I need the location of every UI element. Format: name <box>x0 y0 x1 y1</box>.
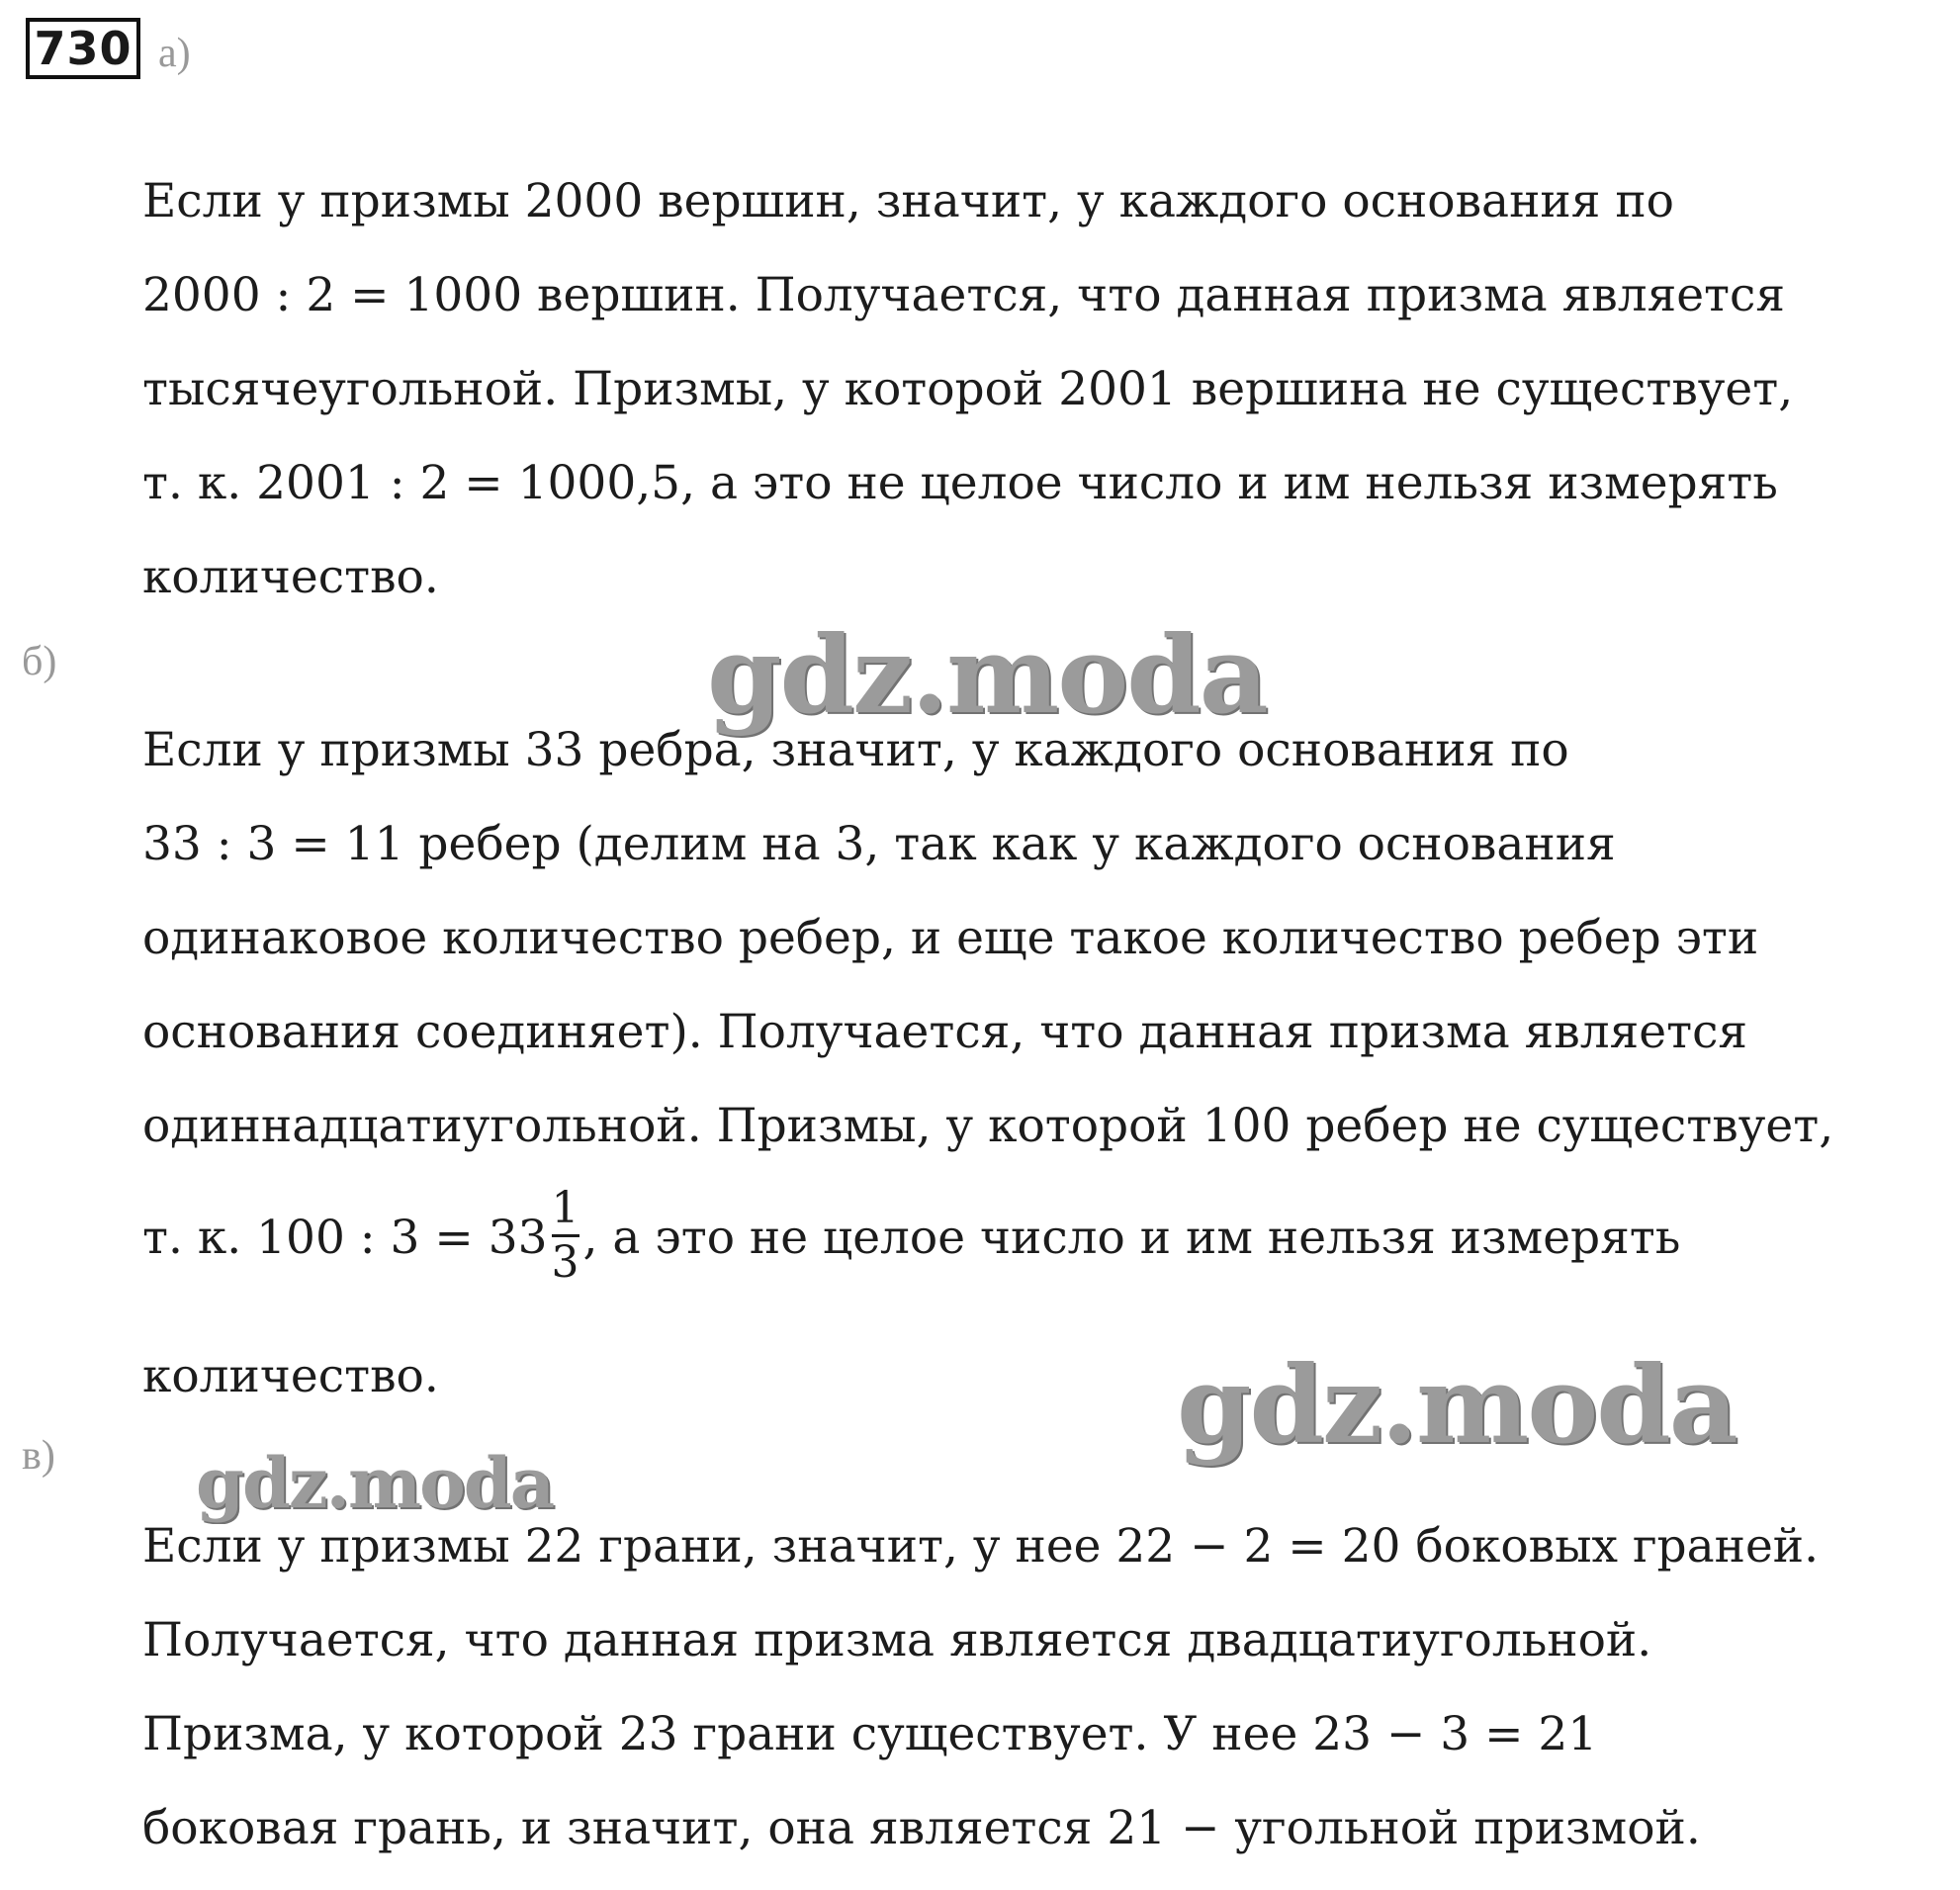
part-a-line-5: количество. <box>142 550 439 604</box>
part-a-line-3: тысячеугольной. Призмы, у которой 2001 вершина не существует, <box>142 362 1794 416</box>
part-b-line-4: основания соединяет). Получается, что данная призма является <box>142 1005 1748 1059</box>
watermark: gdz.moda <box>1177 1343 1737 1468</box>
part-a-line-4: т. к. 2001 : 2 = 1000,5, а это не целое число и им нельзя измерять <box>142 456 1778 510</box>
part-a-line-2: 2000 : 2 = 1000 вершин. Получается, что данная призма является <box>142 268 1786 322</box>
part-c-line-4: боковая грань, и значит, она является 21 − угольной призмой. <box>142 1801 1701 1855</box>
watermark: gdz.moda <box>196 1442 554 1524</box>
fraction-line-before: т. к. 100 : 3 = 33 <box>142 1211 548 1266</box>
part-c-line-3: Призма, у которой 23 грани существует. У нее 23 − 3 = 21 <box>142 1707 1598 1761</box>
problem-number: 730 <box>26 18 140 79</box>
part-b-line-1: Если у призмы 33 ребра, значит, у каждого основания по <box>142 723 1569 777</box>
fraction-numerator: 1 <box>551 1183 579 1233</box>
part-c-label: в) <box>22 1433 55 1479</box>
part-b-label: б) <box>22 639 57 684</box>
fraction <box>552 1185 579 1288</box>
fraction-line-after: , а это не целое число и им нельзя измерять <box>582 1211 1681 1266</box>
part-b-fraction-line <box>142 1183 1681 1290</box>
part-b-line-3: одинаковое количество ребер, и еще такое количество ребер эти <box>142 911 1759 965</box>
watermark: gdz.moda <box>707 613 1267 738</box>
part-c-line-2: Получается, что данная призма является двадцатиугольной. <box>142 1613 1652 1667</box>
part-a-label: а) <box>158 31 191 76</box>
fraction-denominator: 3 <box>551 1237 579 1289</box>
part-b-line-last: количество. <box>142 1349 439 1403</box>
part-a-line-1: Если у призмы 2000 вершин, значит, у каждого основания по <box>142 174 1674 228</box>
part-c-line-1: Если у призмы 22 грани, значит, у нее 22 − 2 = 20 боковых граней. <box>142 1519 1820 1574</box>
part-b-line-5: одиннадцатиугольной. Призмы, у которой 100 ребер не существует, <box>142 1099 1834 1153</box>
part-b-line-2: 33 : 3 = 11 ребер (делим на 3, так как у каждого основания <box>142 817 1616 871</box>
